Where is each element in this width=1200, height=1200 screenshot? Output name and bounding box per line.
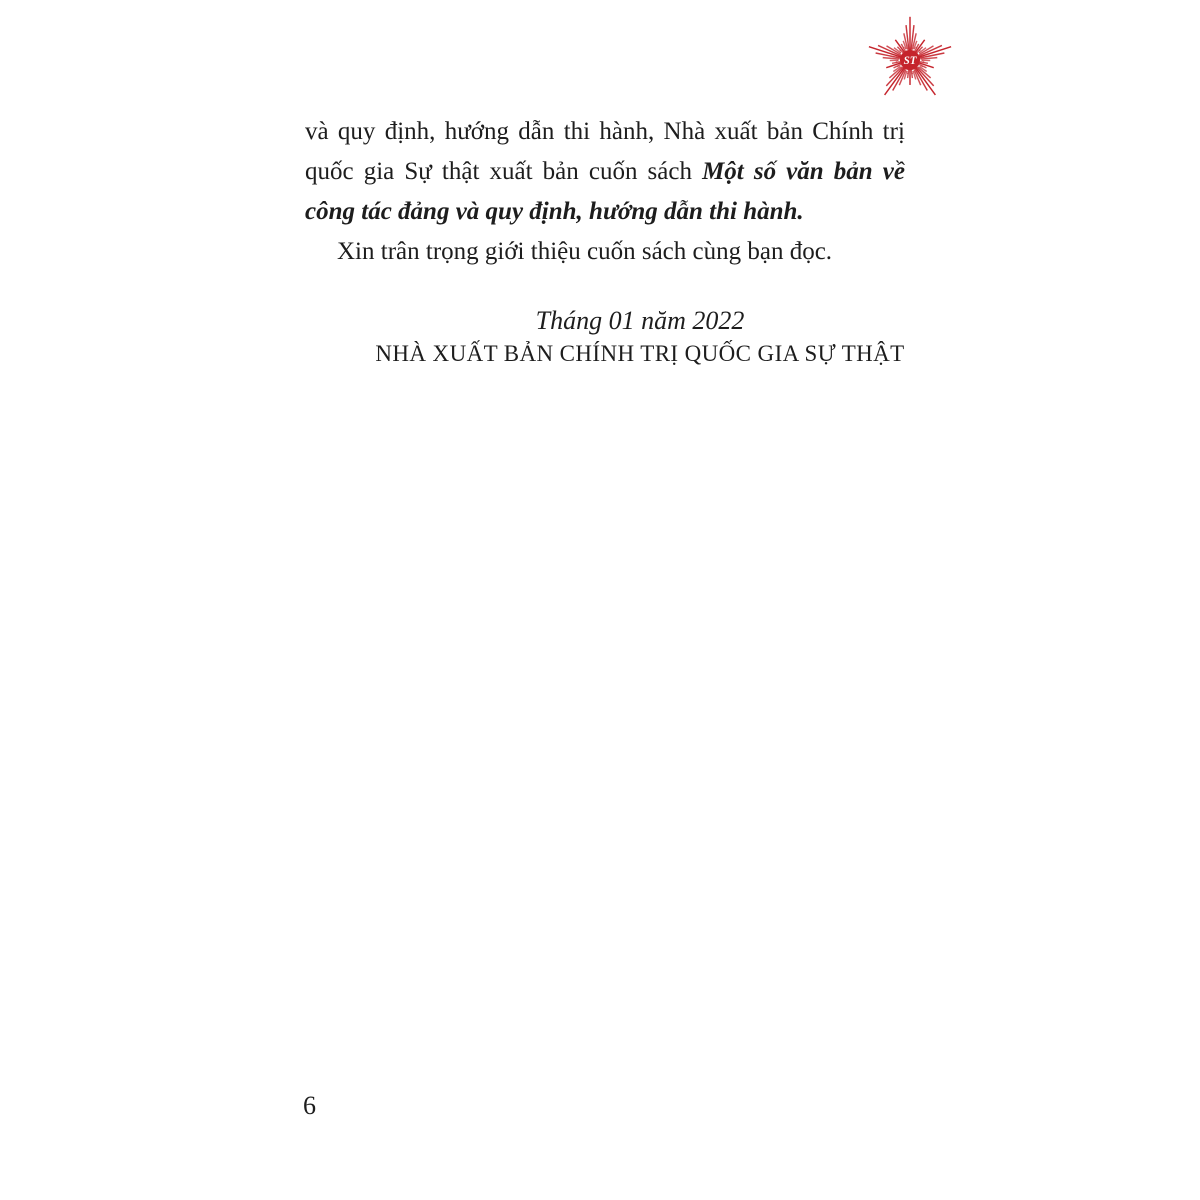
body-paragraph [305,112,905,272]
paragraph-line [305,192,905,232]
logo-ray [921,66,922,67]
logo-ray [911,70,912,78]
publisher-star-logo [862,12,958,108]
word: bản [766,118,803,145]
word: quốc [305,158,354,185]
logo-ray [900,52,901,53]
logo-ray [900,66,901,67]
word: Một [702,158,744,185]
text-segment: công tác đảng và quy định, hướng dẫn thi hành. [305,198,804,225]
signature-publisher: NHÀ XUẤT BẢN CHÍNH TRỊ QUỐC GIA SỰ THẬT [375,341,905,366]
star-burst-icon [862,12,958,108]
word: gia [363,158,395,185]
page-number: 6 [303,1091,316,1120]
logo-monogram: ST [903,55,917,68]
word: xuất [714,118,758,145]
word: văn [786,158,824,185]
paragraph-line [305,152,905,192]
word: về [882,158,905,185]
signature-date: Tháng 01 năm 2022 [535,306,745,335]
word: thật [441,158,480,185]
paragraph-line [305,112,905,152]
word: bản [542,158,579,185]
word: bản [833,158,873,185]
word: Sự [404,158,432,185]
paragraph-line [305,232,905,272]
word: thi [563,118,591,145]
word: cuốn [588,158,638,185]
text-segment: Xin trân trọng giới thiệu cuốn sách cùng bạn đọc. [337,238,833,265]
word: hướng [444,118,509,145]
word: định, [384,118,436,145]
word: dẫn [518,118,555,145]
word: Chính [812,118,874,145]
word: quy [337,118,376,145]
word: và [305,118,329,145]
word: số [753,158,777,185]
signature-block [340,304,940,370]
word: Nhà [663,118,706,145]
word: hành, [599,118,655,145]
word: trị [882,118,905,145]
word: sách [647,158,692,185]
word: xuất [489,158,533,185]
logo-ray [919,50,920,51]
